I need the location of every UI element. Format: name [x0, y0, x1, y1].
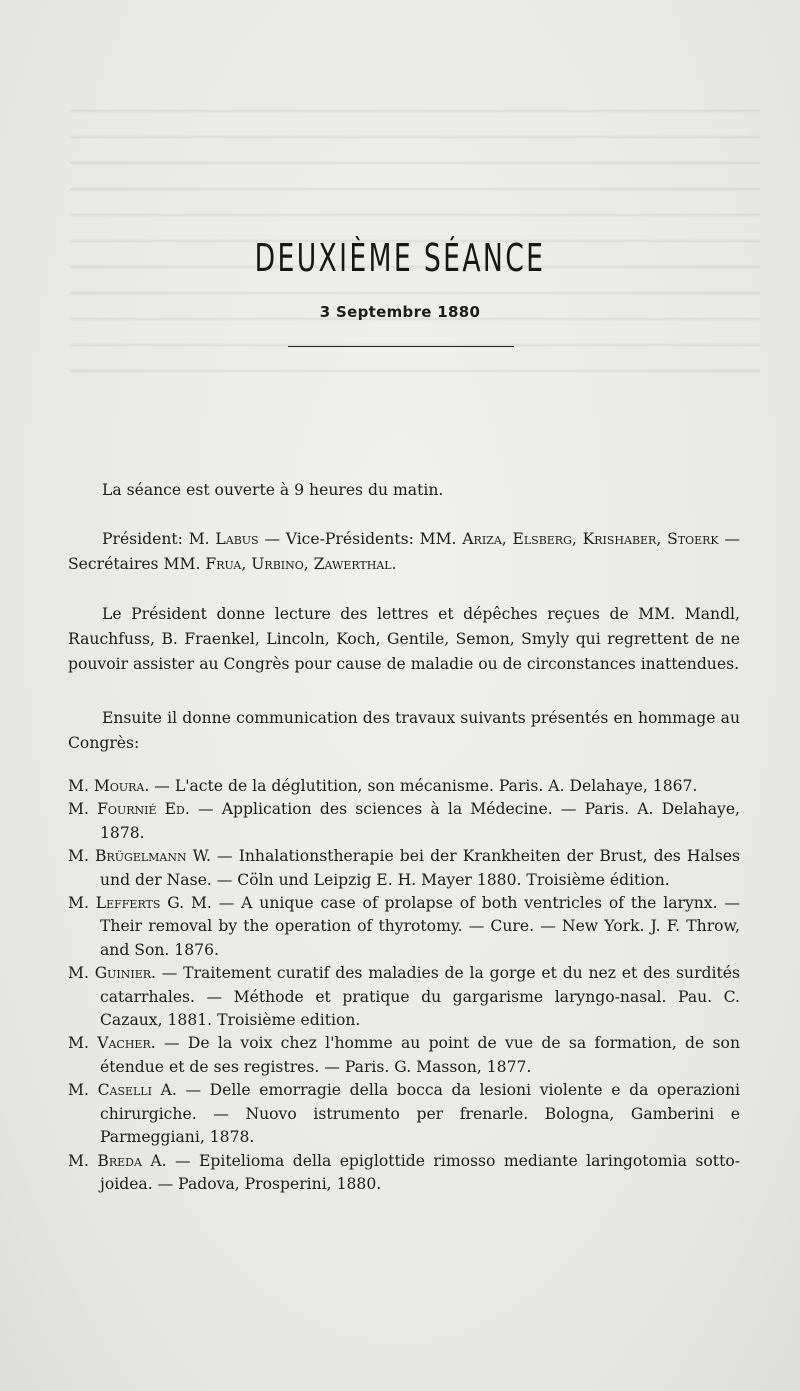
opening-paragraph: La séance est ouverte à 9 heures du matin.	[102, 481, 444, 499]
title-divider	[288, 346, 514, 347]
session-date: 3 Septembre 1880	[319, 303, 481, 321]
list-item	[68, 962, 740, 1032]
entry-prefix: M.	[68, 964, 95, 983]
list-item	[68, 1150, 740, 1197]
officers-paragraph	[68, 527, 740, 577]
entry-author: Breda A.	[97, 1151, 167, 1170]
entry-author: Guinier.	[94, 964, 157, 983]
entry-author: Caselli A.	[97, 1081, 177, 1100]
president-name: Labus	[215, 530, 259, 548]
entry-author: Lefferts G. M.	[95, 894, 212, 913]
entry-prefix: M.	[68, 777, 94, 795]
entry-author: Brügelmann W.	[95, 847, 211, 866]
list-item	[68, 1079, 740, 1149]
list-item	[68, 775, 740, 798]
list-item	[68, 798, 740, 845]
list-item	[68, 845, 740, 892]
works-list	[68, 775, 740, 1196]
entry-author: Vacher.	[97, 1034, 156, 1053]
entry-author: Moura.	[93, 777, 150, 795]
president-label: Président: M.	[102, 530, 216, 548]
entry-text: — De la voix chez l'homme au point de vue de sa formation, de son étendue et de ses registres. — Paris. G. Masson, 1877.	[100, 1034, 740, 1076]
vice-president-label: — Vice-Présidents: MM.	[258, 530, 463, 548]
entry-text: — Traitement curatif des maladies de la gorge et du nez et des surdités catarrhales. — Méthode et pratique du gargarisme laryngo-nasal. Pau. C. Cazaux, 1881. Troisième edition.	[100, 964, 740, 1030]
entry-prefix: M.	[68, 1081, 98, 1100]
letters-paragraph: Le Président donne lecture des lettres et dépêches reçues de MM. Mandl, Rauchfuss, B. Fraenkel, Lincoln, Koch, Gentile, Semon, Smyly qui regrettent de ne pouvoir assister au Congrès pour cause de maladie ou de circonstances inattendues.	[68, 605, 740, 673]
officers-end: .	[391, 555, 397, 573]
entry-prefix: M.	[68, 1034, 98, 1053]
entry-text: — Inhalationstherapie bei der Krankheiten der Brust, des Halses und der Nase. — Cöln und Leipzig E. H. Mayer 1880. Troisième édition.	[100, 847, 740, 889]
secretaries-names: Frua, Urbino, Zawerthal	[205, 555, 392, 573]
entry-text: — Delle emorragie della bocca da lesioni violente e da operazioni chirurgiche. — Nuovo istrumento per frenarle. Bologna, Gamberini e Parmeggiani, 1878.	[100, 1081, 740, 1147]
entry-author: Fournié Ed.	[97, 800, 190, 819]
entry-prefix: M.	[68, 894, 96, 913]
works-intro-paragraph: Ensuite il donne communication des travaux suivants présentés en hommage au Congrès:	[68, 709, 740, 752]
entry-prefix: M.	[68, 1151, 98, 1170]
entry-text: — Epitelioma della epiglottide rimosso mediante laringotomia sotto-joidea. — Padova, Prosperini, 1880.	[100, 1151, 740, 1193]
entry-prefix: M.	[68, 800, 98, 819]
list-item	[68, 1032, 740, 1079]
entry-prefix: M.	[68, 847, 96, 866]
vice-president-names: Ariza, Elsberg, Krishaber, Stoerk	[462, 530, 719, 548]
entry-text: — Application des sciences à la Médecine. — Paris. A. Delahaye, 1878.	[100, 800, 741, 842]
entry-text: — A unique case of prolapse of both ventricles of the larynx. — Their removal by the operation of thyrotomy. — Cure. — New York. J. F. Throw, and Son. 1876.	[100, 894, 740, 959]
secretaries-label: — Secrétaires MM.	[68, 530, 740, 573]
list-item	[68, 892, 740, 962]
session-title: DEUXIÈME SÉANCE	[254, 236, 546, 280]
entry-text: — L'acte de la déglutition, son mécanisme. Paris. A. Delahaye, 1867.	[149, 777, 698, 795]
